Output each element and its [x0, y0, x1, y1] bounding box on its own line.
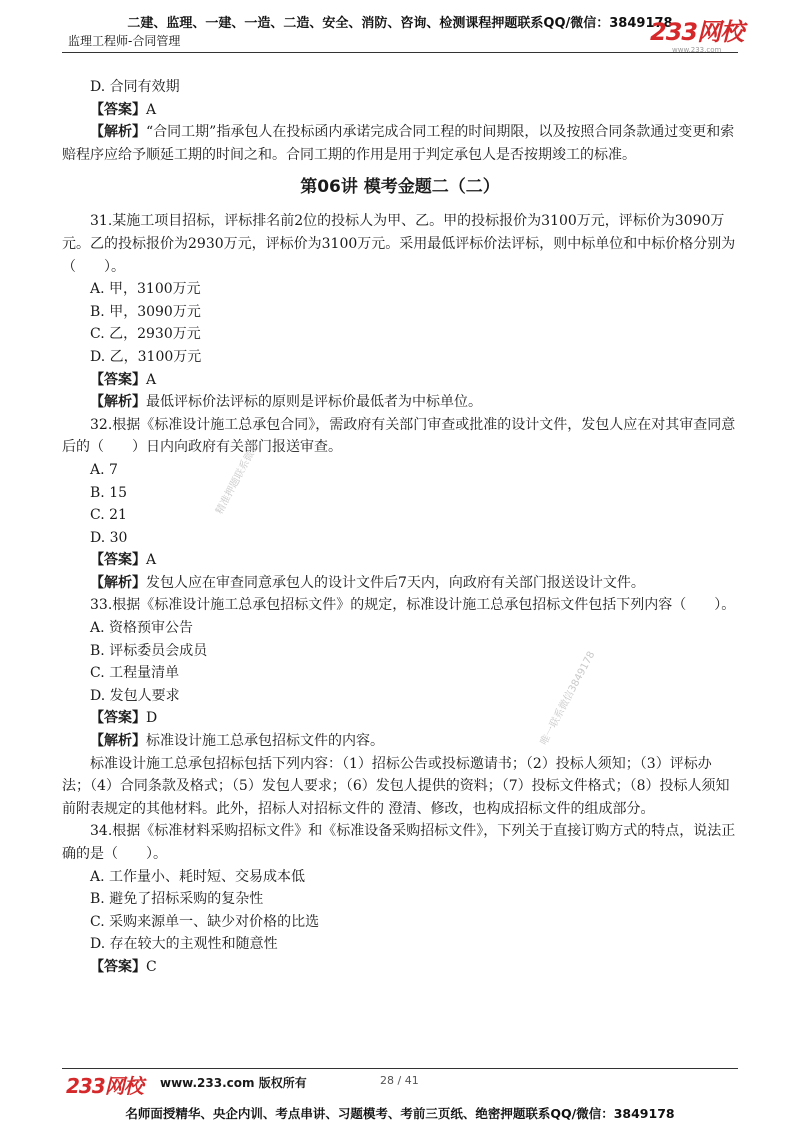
- option-c: C. 乙，2930万元: [90, 326, 201, 343]
- analysis-tag: 【解析】: [90, 394, 146, 411]
- option-a: A. 7: [90, 461, 118, 478]
- document-body: [62, 76, 738, 979]
- question-34-stem: 34.根据《标准材料采购招标文件》和《标准设备采购招标文件》，下列关于直接订购方式的特点，说法正确的是（ ）。: [62, 823, 736, 862]
- answer-tag: 【答案】: [90, 710, 146, 727]
- option-d: D. 30: [90, 529, 128, 546]
- question-34-answer: [62, 956, 738, 979]
- answer-value: A: [146, 552, 157, 569]
- answer-tag: 【答案】: [90, 101, 146, 118]
- prev-analysis: [62, 121, 738, 166]
- option-d: D. 发包人要求: [90, 687, 180, 704]
- option-b: B. 15: [90, 484, 128, 501]
- answer-value: A: [146, 371, 157, 388]
- brand-logo: 233网校: [650, 18, 744, 46]
- answer-value: A: [146, 101, 157, 118]
- analysis-tag: 【解析】: [90, 733, 146, 750]
- analysis-tag: 【解析】: [90, 574, 146, 591]
- watermark: 精准押题联系微信: [214, 440, 262, 517]
- prev-option-d: D. 合同有效期: [90, 79, 180, 95]
- question-33-stem: 33.根据《标准设计施工总承包招标文件》的规定，标准设计施工总承包招标文件包括下列内容（ ）。: [90, 597, 736, 614]
- question-31-analysis: [62, 391, 738, 414]
- answer-tag: 【答案】: [90, 552, 146, 569]
- footer-copyright: www.233.com 版权所有: [160, 1076, 307, 1090]
- answer-tag: 【答案】: [90, 958, 146, 975]
- question-31-answer: [62, 369, 738, 392]
- option-b: B. 评标委员会成员: [90, 642, 208, 659]
- option-d: D. 存在较大的主观性和随意性: [90, 936, 278, 953]
- option-c: C. 21: [90, 507, 127, 524]
- analysis-text: 发包人应在审查同意承包人的设计文件后7天内，向政府有关部门报送设计文件。: [146, 574, 645, 591]
- option-c: C. 工程量清单: [90, 665, 180, 682]
- option-a: A. 工作量小、耗时短、交易成本低: [90, 868, 306, 885]
- analysis-text: “合同工期”指承包人在投标函内承诺完成合同工程的时间期限，以及按照合同条款通过变更和索赔程序应给予顺延工期的时间之和。合同工期的作用是用于判定承包人是否按期竣工的标准。: [62, 124, 735, 163]
- section-title: 第06讲 模考金题二（二）: [300, 177, 500, 198]
- brand-logo-url: www.233.com: [672, 46, 722, 54]
- footer-promo: 名师面授精华、央企内训、考点串讲、习题模考、考前三页纸、绝密押题联系QQ/微信：3849178: [125, 1106, 675, 1121]
- option-b: B. 避免了招标采购的复杂性: [90, 891, 264, 908]
- prev-answer: [62, 99, 738, 122]
- analysis-text: 标准设计施工总承包招标文件的内容。: [146, 733, 384, 750]
- analysis-tag: 【解析】: [90, 124, 146, 141]
- option-a: A. 甲，3100万元: [90, 281, 201, 298]
- header-subtitle: 监理工程师-合同管理: [68, 34, 181, 48]
- footer-divider: [62, 1068, 738, 1069]
- question-31-stem: 31.某施工项目招标，评标排名前2位的投标人为甲、乙。甲的投标报价为3100万元，评标价为3090万元。乙的投标报价为2930万元，评标价为3100万元。采用最低评标价法评标，则中标单位和中标价格分别为（ ）。: [62, 213, 736, 275]
- option-c: C. 采购来源单一、缺少对价格的比选: [90, 913, 320, 930]
- watermark: 唯一联系微信3849178: [538, 649, 598, 748]
- question-33-answer: [62, 707, 738, 730]
- question-32-stem: 32.根据《标准设计施工总承包合同》，需政府有关部门审查或批准的设计文件，发包人应在对其审查同意后的（ ）日内向政府有关部门报送审查。: [62, 416, 736, 456]
- question-32-answer: [62, 549, 738, 572]
- question-32-analysis: [62, 572, 738, 595]
- option-b: B. 甲，3090万元: [90, 303, 201, 320]
- answer-value: D: [146, 710, 158, 727]
- footer-logo: 233网校: [66, 1074, 143, 1098]
- analysis-text: 最低评标价法评标的原则是评标价最低者为中标单位。: [146, 394, 482, 411]
- question-33-extra: 标准设计施工总承包招标包括下列内容：（1）招标公告或投标邀请书；（2）投标人须知；（3）评标办法；（4）合同条款及格式；（5）发包人要求；（6）发包人提供的资料；（7）投标文件格式；（8）投标人须知前附表规定的其他材料。此外，招标人对招标文件的 澄清、修改，也构成招标文件的组成部分。: [62, 755, 730, 817]
- header-divider: [62, 52, 738, 53]
- answer-tag: 【答案】: [90, 371, 146, 388]
- answer-value: C: [146, 958, 157, 975]
- option-a: A. 资格预审公告: [90, 620, 194, 637]
- header-promo: 二建、监理、一建、一造、二造、安全、消防、咨询、检测课程押题联系QQ/微信：3849178: [127, 16, 673, 31]
- option-d: D. 乙，3100万元: [90, 348, 202, 365]
- question-33-analysis: [62, 730, 738, 753]
- page-number: 28 / 41: [380, 1074, 419, 1087]
